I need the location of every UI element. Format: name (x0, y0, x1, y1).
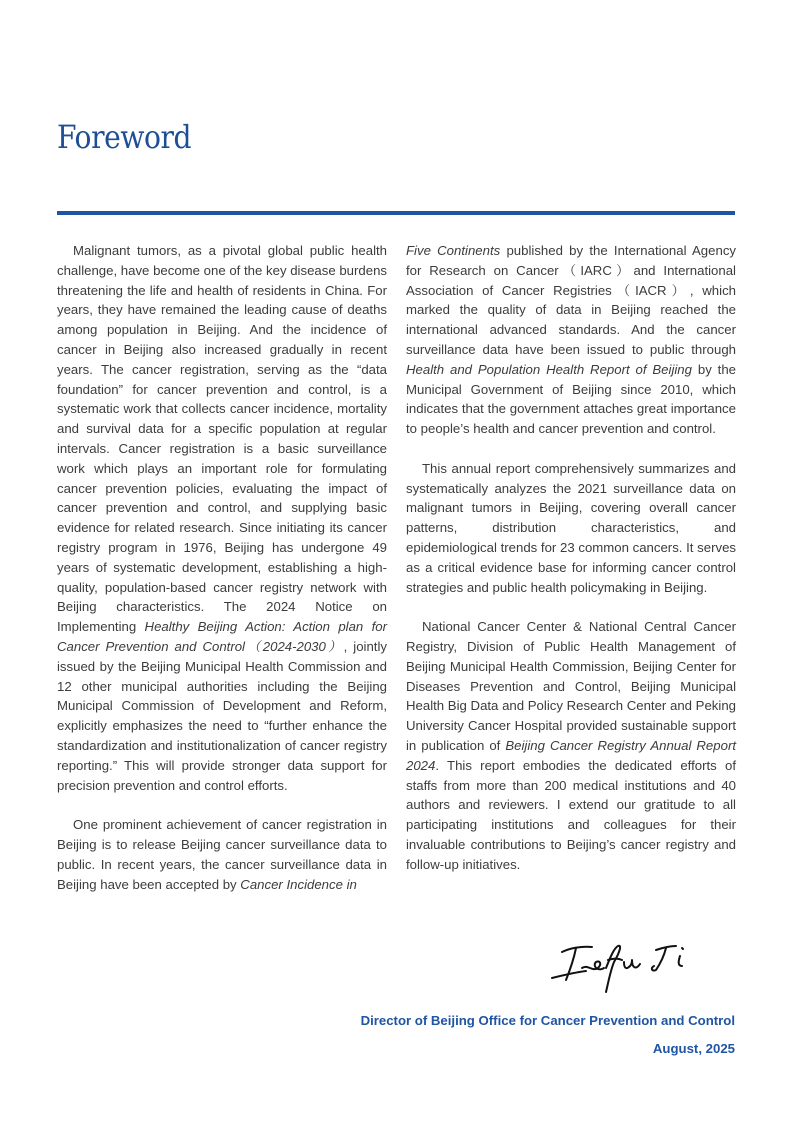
title-divider (57, 211, 735, 215)
paragraph-acknowledgements: National Cancer Center & National Central Cancer Registry, Division of Public Health Management of Beijing Municipal Health Commission, Beijing Center for Diseases Prevention and Control, Beijing Municipal Health Big Data and Policy Research Center and Peking University Cancer Hospital provided sustainable support in publication of Beijing Cancer Registry Annual Report 2024. This report embodies the dedicated efforts of staffs from more than 200 medical institutions and 40 authors and reviewers. I extend our gratitude to all participating institutions and colleagues for their invaluable contributions to Beijing’s cancer registry and follow-up initiatives. (406, 619, 736, 872)
publication-title: Cancer Incidence in (240, 876, 357, 892)
report-title: Health and Population Health Report of Beijing (406, 361, 692, 377)
signature-date: August, 2025 (652, 1041, 735, 1056)
paragraph-achievement-continued: Five Continents published by the International Agency for Research on Cancer（IARC）and International Association of Cancer Registries（IACR）, which marked the quality of data in Beijing reached the international advanced standards. And the cancer surveillance data have been issued to public through Health and Population Health Report of Beijing by the Municipal Government of Beijing since 2010, which indicates that the government attaches great importance to people’s health and cancer prevention and control. (406, 243, 737, 437)
right-column (406, 241, 736, 894)
signatory-position: Director of Beijing Office for Cancer Prevention and Control (360, 1013, 735, 1028)
signature-icon (548, 938, 698, 996)
paragraph-report-summary: This annual report comprehensively summarizes and systematically analyzes the 2021 surveillance data on malignant tumors in Beijing, covering overall cancer patterns, distribution characteristics, and epidemiological trends for 23 common cancers. It serves as a critical evidence base for informing cancer control strategies and public health policymaking in Beijing. (406, 460, 736, 595)
annual-report-title: Beijing Cancer Registry Annual Report 2024 (406, 737, 736, 773)
notice-title: Healthy Beijing Action: Action plan for Cancer Prevention and Control（2024-2030） (57, 619, 388, 654)
paragraph-intro: Malignant tumors, as a pivotal global public health challenge, have become one of the key disease burdens threatening the life and health of residents in China. For years, they have remained the leading cause of deaths among population in Beijing. And the incidence of cancer in Beijing also increased gradually in recent years. The cancer registration, serving as the “data foundation” for cancer prevention and control, is a systematic work that collects cancer incidence, mortality and survival data for a specific population at regular intervals. Cancer registration is a basic surveillance work which plays an important role for formulating cancer prevention policies, evaluating the impact of cancer prevention and control, and supplying basic evidence for related research. Since initiating its cancer registry program in 1976, Beijing has undergone 49 years of systematic development, establishing a high-quality, population-based cancer registry network with Beijing characteristics. The 2024 Notice on Implementing Healthy Beijing Action: Action plan for Cancer Prevention and Control（2024-2030）, jointly issued by the Beijing Municipal Health Commission and 12 other municipal authorities including the Beijing Municipal Commission of Development and Reform, explicitly emphasizes the need to “further enhance the standardization and institutionalization of cancer registry reporting.” This will provide stronger data support for precision prevention and control efforts. (57, 243, 388, 793)
page-title: Foreword (57, 118, 192, 156)
left-column (57, 241, 387, 914)
publication-title-continued: Five Continents (406, 243, 501, 258)
paragraph-achievement: One prominent achievement of cancer registration in Beijing is to release Beijing cancer surveillance data to public. In recent years, the cancer surveillance data in Beijing have been accepted by Cancer Incidence in (57, 817, 387, 892)
